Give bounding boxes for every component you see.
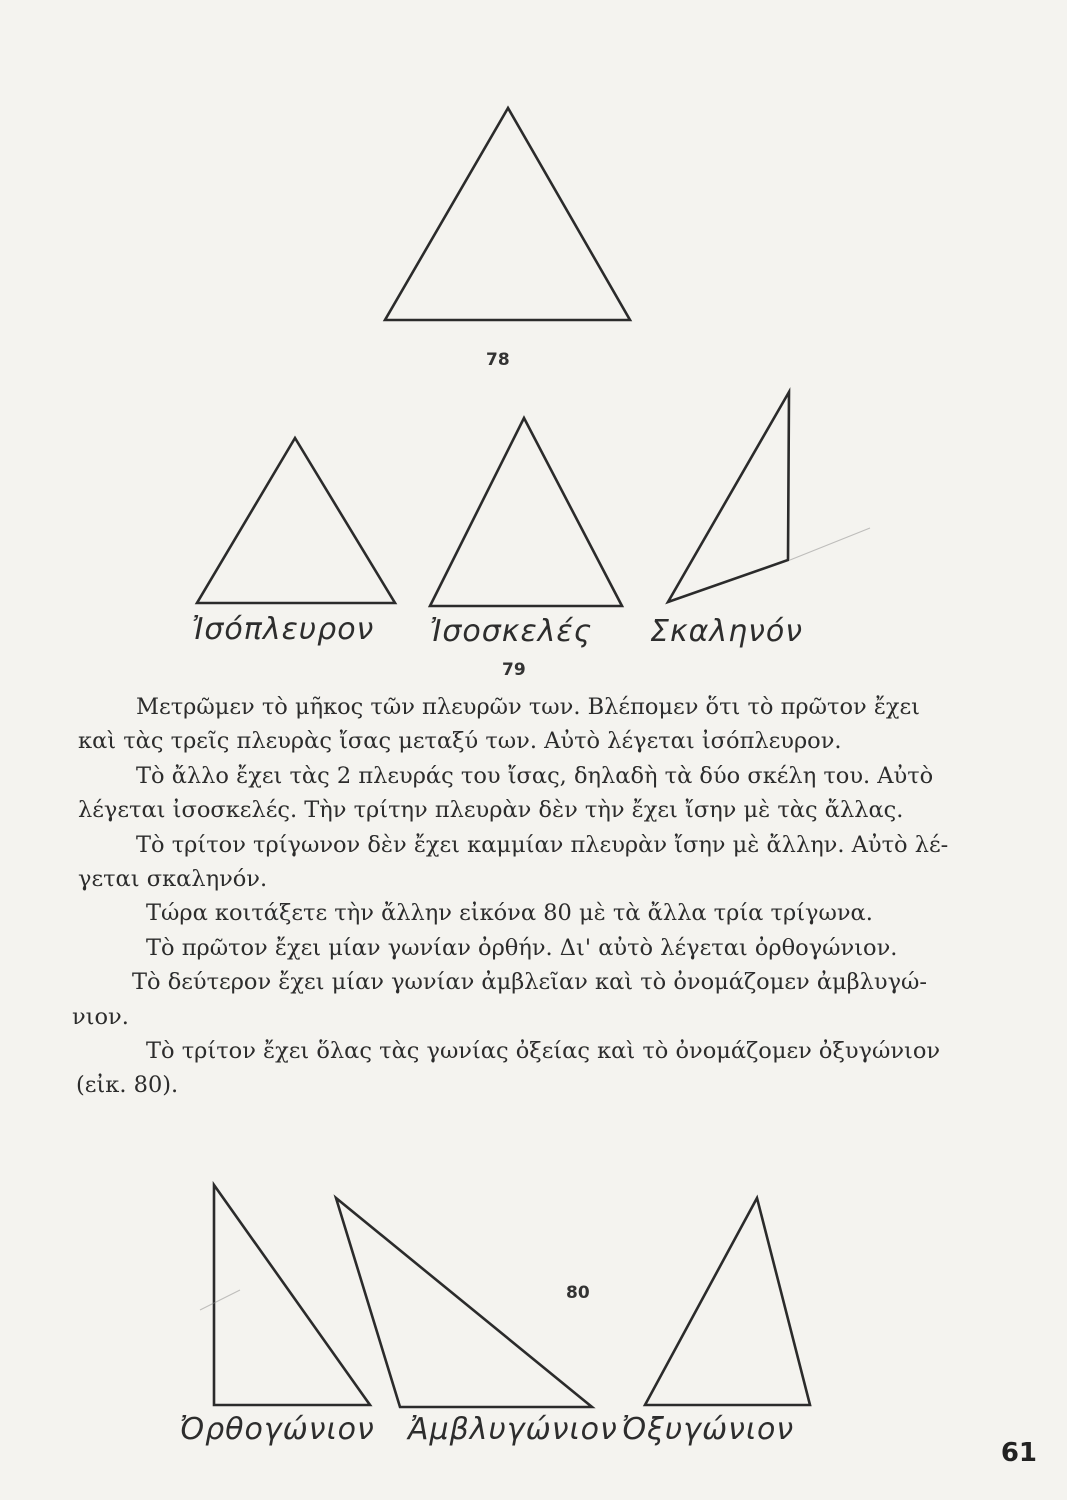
text-line: Τὸ δεύτερον ἔχει μίαν γωνίαν ἀμβλεῖαν καὶ τὸ ὀνομάζομεν ἀμβλυγώ- <box>132 969 927 996</box>
scratch-mark <box>790 528 870 560</box>
text-line: καὶ τὰς τρεῖς πλευρὰς ἴσας μεταξύ των. Αὐτὸ λέγεται ἰσόπλευρον. <box>78 728 842 755</box>
text-line: λέγεται ἰσοσκελές. Τὴν τρίτην πλευρὰν δὲν τὴν ἔχει ἴσην μὲ τὰς ἄλλας. <box>78 797 904 824</box>
text-line: Τὸ τρίτον ἔχει ὅλας τὰς γωνίας ὀξείας καὶ τὸ ὀνομάζομεν ὀξυγώνιον <box>146 1038 941 1065</box>
text-line: Μετρῶμεν τὸ μῆκος τῶν πλευρῶν των. Βλέπομεν ὅτι τὸ πρῶτον ἔχει <box>136 694 921 720</box>
text-line: γεται σκαληνόν. <box>78 866 268 893</box>
label-isosceles: Ἰσοσκελές <box>430 614 593 649</box>
text-line: (εἰκ. 80). <box>76 1072 179 1099</box>
figure-number-80: 80 <box>566 1283 590 1303</box>
text-line: Τὸ πρῶτον ἔχει μίαν γωνίαν ὀρθήν. Δι' αὐτὸ λέγεται ὀρθογώνιον. <box>146 934 898 961</box>
text-line: Τὸ τρίτον τρίγωνον δὲν ἔχει καμμίαν πλευρὰν ἴσην μὲ ἄλλην. Αὐτὸ λέ- <box>136 831 949 858</box>
triangle-fig80-obtuse <box>336 1198 592 1407</box>
triangle-fig80-right <box>214 1185 370 1405</box>
triangle-fig79-scalene <box>668 392 789 602</box>
figure-number-78: 78 <box>486 350 510 370</box>
label-scalene: Σκαληνόν <box>650 614 804 649</box>
text-line: νιον. <box>72 1003 129 1030</box>
label-acute: Ὀξυγώνιον <box>622 1412 795 1447</box>
label-right-angled: Ὀρθογώνιον <box>180 1412 375 1447</box>
label-equilateral: Ἰσόπλευρον <box>192 612 375 647</box>
text-line: Τώρα κοιτάξετε τὴν ἄλλην εἰκόνα 80 μὲ τὰ ἄλλα τρία τρίγωνα. <box>146 900 873 927</box>
triangle-fig80-acute <box>645 1198 810 1405</box>
label-obtuse: Ἀμβλυγώνιον <box>408 1412 618 1447</box>
triangle-fig79-isosceles <box>430 418 622 606</box>
figure-number-79: 79 <box>502 660 526 680</box>
triangle-fig78-equilateral <box>385 108 630 320</box>
triangle-fig79-equilateral <box>197 438 395 603</box>
body-text <box>72 690 972 1103</box>
text-line: Τὸ ἄλλο ἔχει τὰς 2 πλευράς του ἴσας, δηλαδὴ τὰ δύο σκέλη του. Αὐτὸ <box>136 762 934 789</box>
page-number: 61 <box>1000 1438 1037 1468</box>
scratch-mark <box>200 1290 240 1310</box>
